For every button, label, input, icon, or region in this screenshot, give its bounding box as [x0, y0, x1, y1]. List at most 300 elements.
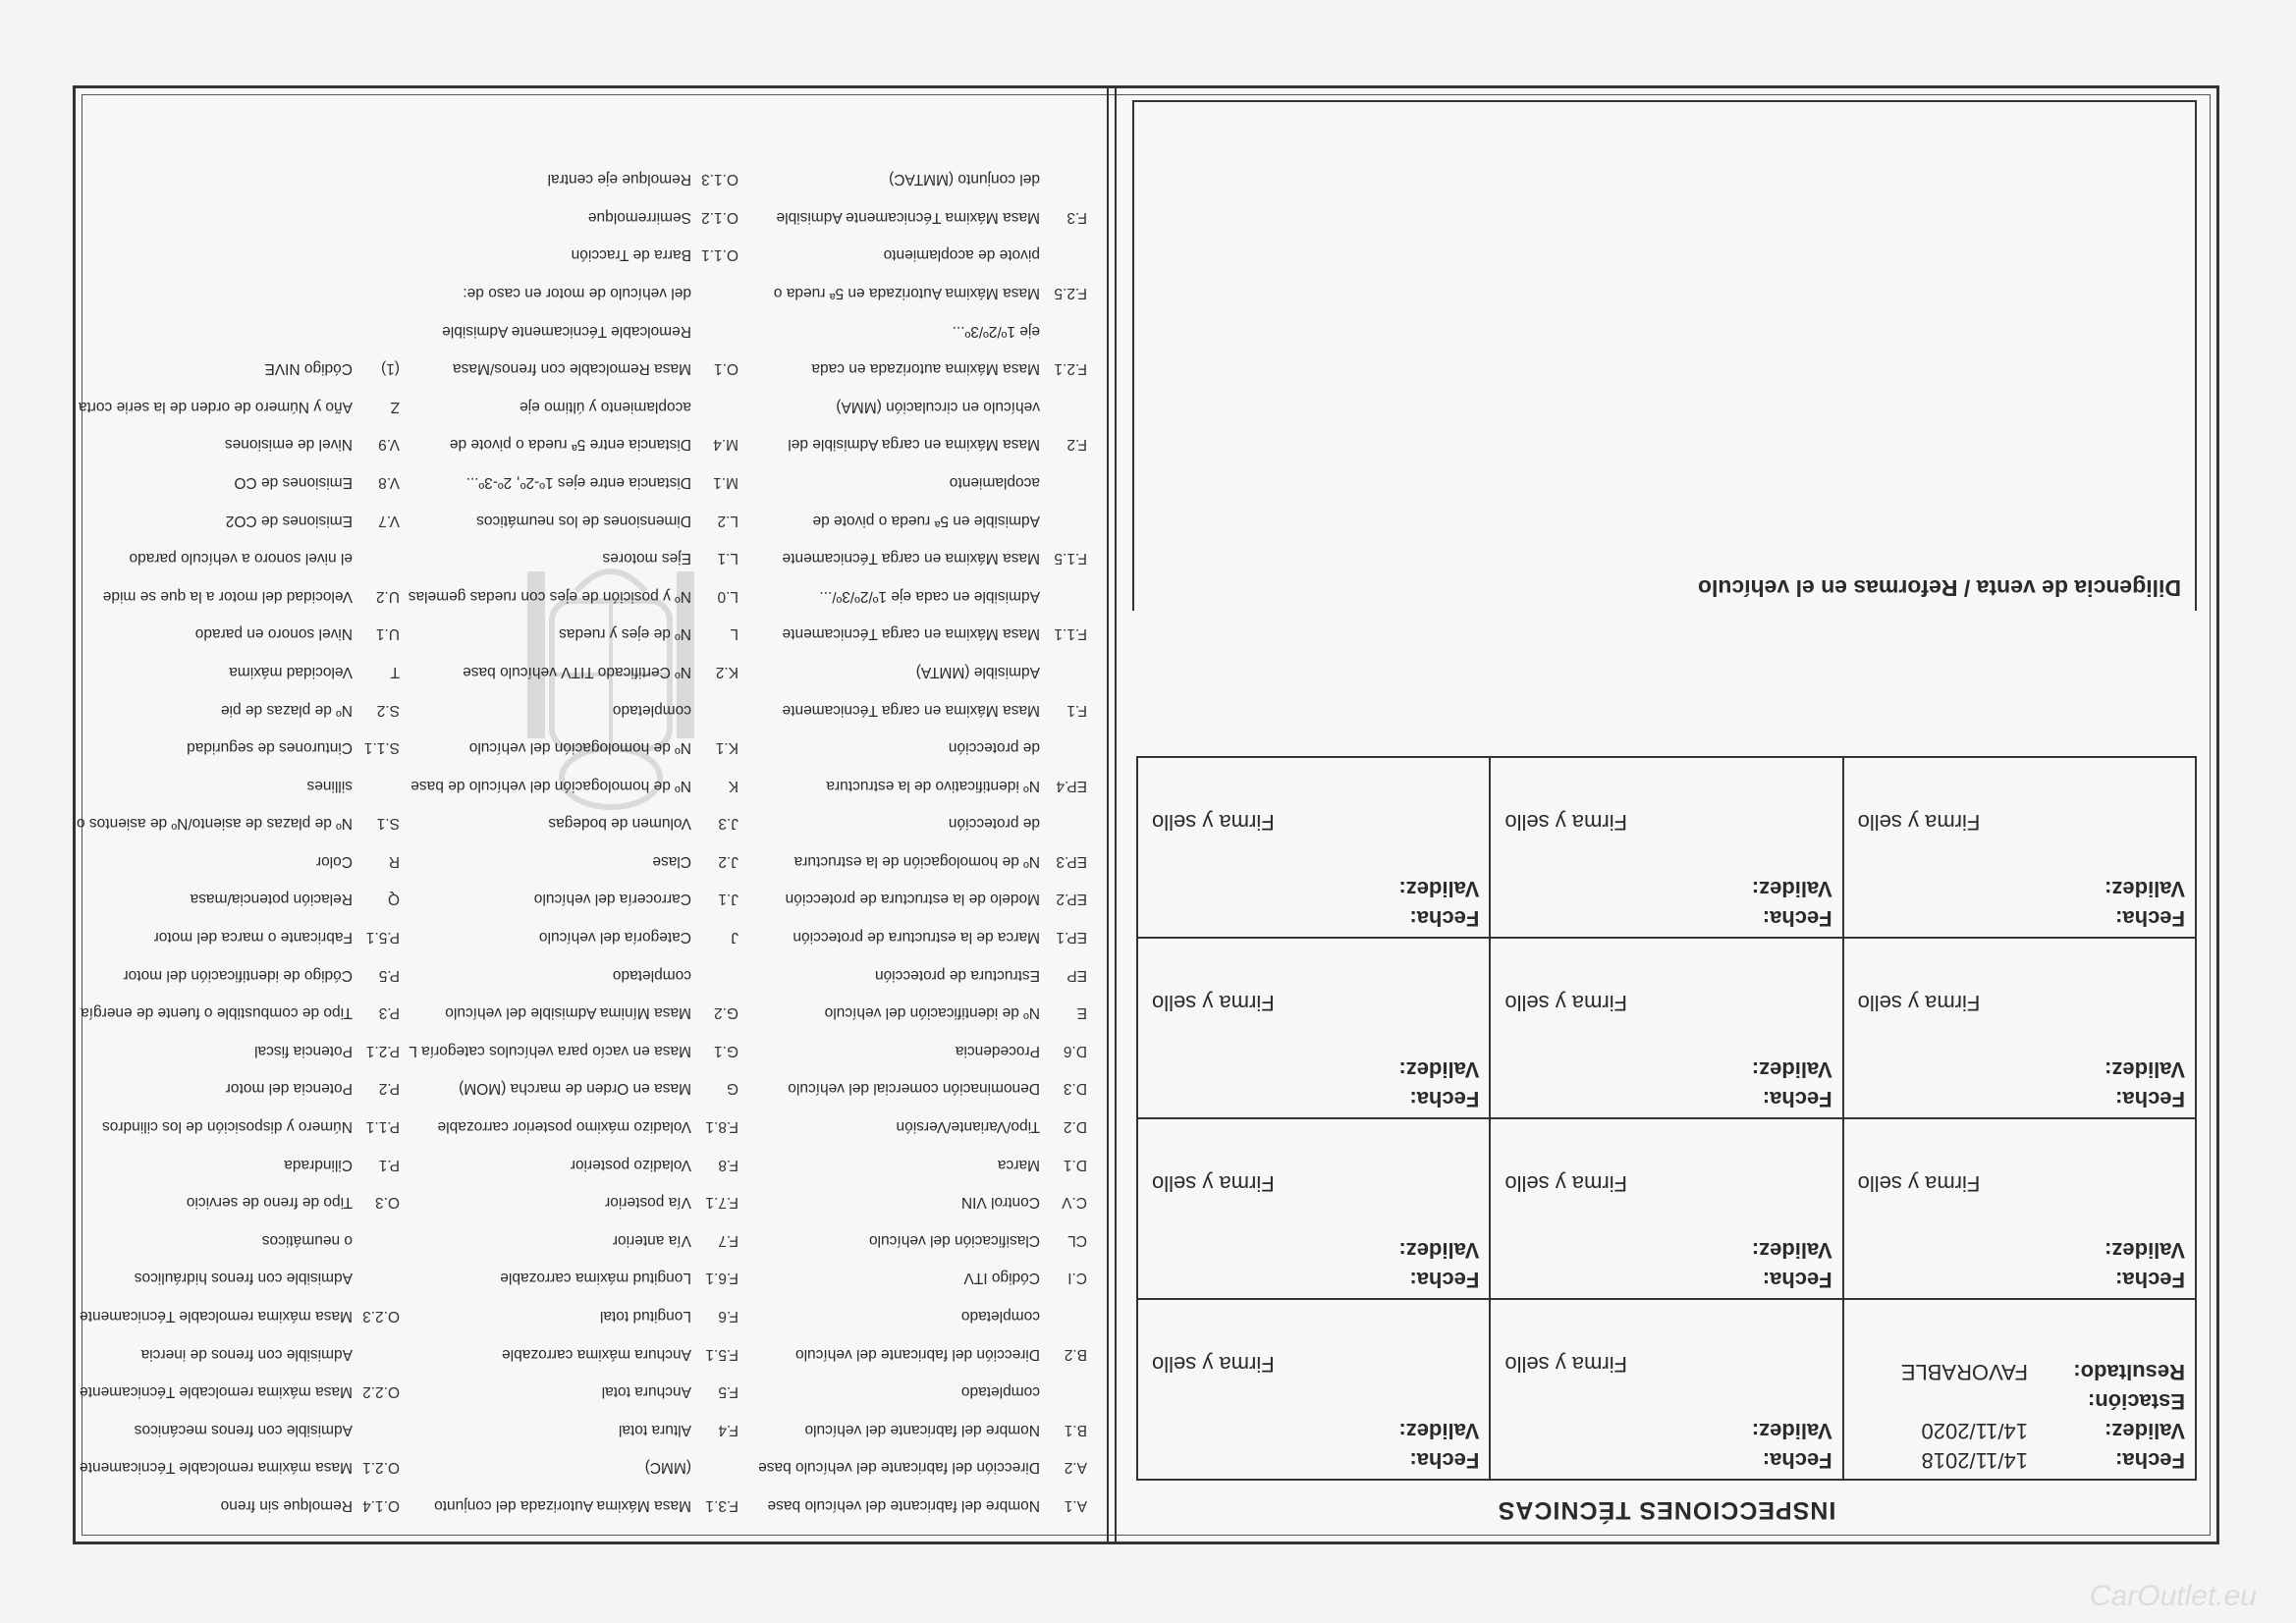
- field-row: [758, 804, 1087, 842]
- field-code: B.1: [1064, 1421, 1087, 1438]
- field-label: Nº de homologación del vehículo de base: [410, 777, 691, 794]
- field-row: [758, 273, 1087, 311]
- field-code: F.2: [1066, 436, 1087, 454]
- field-code: O.3: [375, 1194, 400, 1212]
- field-label: Masa en vacío para vehículos categoría L: [409, 1042, 691, 1059]
- field-label: Masa Máxima en carga Admisible del: [788, 436, 1040, 454]
- validez-label: Validez:: [1751, 1057, 1832, 1082]
- field-row: [758, 1486, 1087, 1524]
- field-code: K.2: [715, 663, 738, 680]
- field-label: o neumáticos: [261, 1231, 353, 1249]
- field-label: Masa Máxima Autorizada en 5ª rueda o: [773, 285, 1040, 301]
- field-row: [758, 994, 1087, 1032]
- firma-sello: Firma y sello: [1504, 1171, 1628, 1196]
- field-label: Nº de homologación del vehículo: [468, 739, 691, 757]
- field-code: F.8: [718, 1156, 738, 1173]
- field-code: O.1: [714, 360, 738, 378]
- field-label: Nº de identificación del vehículo: [824, 1004, 1040, 1022]
- inspections-table: [1136, 756, 2197, 1481]
- field-label: Masa Máxima en carga Técnicamente: [782, 701, 1040, 719]
- field-label: del vehículo de motor en caso de:: [463, 285, 691, 301]
- inspection-cell: [1490, 938, 1842, 1118]
- field-label: Masa Máxima Técnicamente Admisible: [776, 208, 1040, 226]
- field-code: P.5: [378, 966, 400, 984]
- field-code: V.7: [378, 512, 400, 529]
- field-label: Nº identificativo de la estructura: [826, 777, 1040, 794]
- field-code: O.2.1: [362, 1459, 400, 1477]
- field-label: Cilindrada: [284, 1156, 353, 1173]
- diligencia-box: [1132, 100, 2197, 611]
- fecha-label: Fecha:: [2115, 1268, 2185, 1292]
- field-row: [77, 350, 400, 388]
- field-label: Tipo de combustible o fuente de energía: [81, 1004, 353, 1022]
- field-label: Remolcable Técnicamente Admisible: [442, 322, 691, 340]
- inspection-cell: [1490, 757, 1842, 938]
- field-row: [77, 425, 400, 463]
- field-label: Número y disposición de los cilindros: [101, 1118, 353, 1136]
- field-label: Relación potencia/masa: [190, 891, 353, 908]
- field-row: [758, 350, 1087, 388]
- field-row: [77, 1031, 400, 1069]
- field-code: EP.1: [1056, 929, 1087, 947]
- estacion-label: Estación:: [2087, 1389, 2185, 1414]
- field-row: [758, 1069, 1087, 1108]
- field-code: G: [726, 1080, 738, 1098]
- field-row: [409, 311, 738, 350]
- field-code: F.6: [718, 1308, 738, 1325]
- field-row: [409, 425, 738, 463]
- field-label: Admisible en cada eje 1º/2º/3º/...: [819, 587, 1040, 605]
- field-code: A.1: [1064, 1497, 1087, 1514]
- field-row: [409, 1448, 738, 1487]
- field-label: Modelo de la estructura de protección: [785, 891, 1040, 908]
- field-row: [409, 501, 738, 539]
- field-row: [409, 350, 738, 388]
- field-row: [758, 1107, 1087, 1145]
- validez-label: Validez:: [2105, 1238, 2185, 1263]
- field-label: completado: [612, 966, 691, 984]
- fecha-value: 14/11/2018: [1921, 1448, 2028, 1473]
- field-label: Masa Máxima en carga Técnicamente: [782, 550, 1040, 568]
- field-label: Emisiones de CO: [234, 473, 353, 491]
- field-row: [77, 1183, 400, 1221]
- field-label: Altura total: [618, 1421, 691, 1438]
- field-row: [77, 918, 400, 956]
- field-row: [758, 576, 1087, 615]
- field-code: S.1.1: [363, 739, 400, 757]
- field-code: O.1.4: [362, 1497, 400, 1514]
- field-label: Admisible con frenos de inercia: [140, 1345, 353, 1363]
- inspection-row: [1137, 1118, 2196, 1299]
- fecha-label: Fecha:: [2115, 1087, 2185, 1111]
- field-row: [77, 615, 400, 653]
- field-code: F.1.5: [1054, 550, 1087, 568]
- field-row: [758, 841, 1087, 880]
- field-label: Masa máxima remolcable Técnicamente: [80, 1459, 353, 1477]
- field-label: Cinturones de seguridad: [187, 739, 353, 757]
- field-row: [77, 1259, 400, 1297]
- firma-sello: Firma y sello: [1152, 1171, 1275, 1196]
- field-row: [77, 1107, 400, 1145]
- field-label: Denominación comercial del vehículo: [788, 1080, 1040, 1098]
- field-row: [409, 690, 738, 729]
- field-code: E: [1076, 1004, 1087, 1022]
- watermark: CarOutlet.eu: [2089, 1580, 2257, 1612]
- field-code: O.1.1: [701, 246, 738, 264]
- field-code: EP.4: [1056, 777, 1087, 794]
- field-label: acoplamiento y último eje: [519, 398, 691, 415]
- inspection-cell: [1137, 1118, 1490, 1299]
- field-code: S.1: [376, 815, 400, 833]
- field-label: Año y Número de orden de la serie corta: [78, 398, 353, 415]
- field-label: Distancia entre 5ª rueda o pivote de: [449, 436, 691, 454]
- field-label: Remolque sin freno: [220, 1497, 353, 1514]
- field-row: [409, 1183, 738, 1221]
- field-code: F.8.1: [705, 1118, 738, 1136]
- field-code: EP.3: [1056, 852, 1087, 870]
- field-label: Tipo/Variante/Versión: [896, 1118, 1040, 1136]
- field-row: [409, 652, 738, 690]
- field-row: [409, 1334, 738, 1373]
- firma-sello: Firma y sello: [1857, 1171, 1981, 1196]
- field-code: CL: [1067, 1231, 1087, 1249]
- field-row: [409, 918, 738, 956]
- field-label: pivote de acoplamiento: [883, 246, 1040, 264]
- inspection-cell: [1137, 1299, 1490, 1480]
- field-row: [758, 652, 1087, 690]
- inspection-cell: [1490, 1299, 1842, 1480]
- field-row: [409, 1031, 738, 1069]
- field-row: [409, 1296, 738, 1334]
- resultado-label: Resultado:: [2073, 1360, 2185, 1384]
- field-row: [409, 1107, 738, 1145]
- inspection-cell: [1843, 1299, 2196, 1480]
- field-code: Z: [390, 398, 400, 415]
- field-row: [409, 1373, 738, 1411]
- field-row: [409, 197, 738, 236]
- field-row: [758, 955, 1087, 994]
- field-label: Código NIVE: [264, 360, 353, 378]
- field-label: Longitud total: [599, 1308, 691, 1325]
- field-row: [409, 160, 738, 198]
- fecha-label: Fecha:: [2115, 1448, 2185, 1473]
- field-row: [409, 1220, 738, 1259]
- document-frame: [73, 85, 2219, 1544]
- field-label: Dirección del fabricante del vehículo base: [758, 1459, 1040, 1477]
- field-row: [409, 955, 738, 994]
- validez-label: Validez:: [1398, 1057, 1480, 1082]
- field-code: P.3: [378, 1004, 400, 1022]
- field-row: [77, 501, 400, 539]
- field-row: [409, 539, 738, 577]
- field-code: F.3.1: [705, 1497, 738, 1514]
- firma-sello: Firma y sello: [1504, 810, 1628, 835]
- field-row: [409, 1145, 738, 1183]
- field-row: [77, 1145, 400, 1183]
- validez-value: 14/11/2020: [1921, 1419, 2028, 1443]
- validez-label: Validez:: [1751, 1238, 1832, 1263]
- field-code: L.2: [717, 512, 738, 529]
- field-code: S.2: [376, 701, 400, 719]
- field-row: [409, 994, 738, 1032]
- field-row: [409, 576, 738, 615]
- field-label: Procedencia: [955, 1042, 1040, 1059]
- field-label: Masa máxima remolcable Técnicamente: [80, 1308, 353, 1325]
- field-code: C.V: [1062, 1194, 1087, 1212]
- field-code: V.8: [378, 473, 400, 491]
- field-row: [409, 1410, 738, 1448]
- firma-sello: Firma y sello: [1857, 991, 1981, 1015]
- validez-label: Validez:: [1398, 1419, 1480, 1443]
- field-label: Admisible con frenos hidráulicos: [134, 1270, 353, 1287]
- field-label: Potencia fiscal: [254, 1042, 353, 1059]
- field-code: J: [731, 929, 738, 947]
- field-code: D.3: [1063, 1080, 1087, 1098]
- field-label: Voladizo máximo posterior carrozable: [437, 1118, 691, 1136]
- field-row: [77, 387, 400, 425]
- field-label: Vía anterior: [612, 1231, 691, 1249]
- field-code: U.1: [375, 625, 400, 643]
- field-row: [758, 1031, 1087, 1069]
- field-code: V.9: [378, 436, 400, 454]
- field-row: [77, 1486, 400, 1524]
- field-row: [77, 880, 400, 918]
- field-code: L.1: [717, 550, 738, 568]
- field-label: Volumen de bodegas: [548, 815, 691, 833]
- field-row: [758, 615, 1087, 653]
- field-label: Nº de ejes y ruedas: [559, 625, 691, 643]
- field-row: [77, 1334, 400, 1373]
- field-code: R: [388, 852, 400, 870]
- field-label: Distancia entre ejes 1º-2º, 2º-3º...: [465, 473, 691, 491]
- field-label: Anchura total: [601, 1383, 691, 1401]
- field-row: [758, 387, 1087, 425]
- diligencia-title: Diligencia de venta / Reformas en el vehículo: [1697, 575, 2181, 601]
- field-row: [758, 729, 1087, 767]
- firma-sello: Firma y sello: [1152, 1352, 1275, 1377]
- field-code: T: [390, 663, 400, 680]
- field-label: Clase: [652, 852, 691, 870]
- field-code: J.1: [718, 891, 738, 908]
- field-code: K: [728, 777, 738, 794]
- field-row: [758, 501, 1087, 539]
- field-label: Código ITV: [963, 1270, 1040, 1287]
- field-code: O.2.3: [362, 1308, 400, 1325]
- panel-divider: [1107, 88, 1117, 1542]
- field-label: Potencia del motor: [225, 1080, 353, 1098]
- inspection-cell: [1490, 1118, 1842, 1299]
- field-label: eje 1º/2º/3º...: [952, 322, 1040, 340]
- field-label: Masa Máxima autorizada en cada: [811, 360, 1040, 378]
- field-label: (MMC): [644, 1459, 691, 1477]
- field-row: [758, 425, 1087, 463]
- field-row: [409, 880, 738, 918]
- fecha-label: Fecha:: [1409, 906, 1480, 931]
- inspection-row: [1137, 757, 2196, 938]
- field-code: Q: [387, 891, 400, 908]
- field-row: [77, 955, 400, 994]
- field-code: G.1: [714, 1042, 738, 1059]
- field-code: L: [730, 625, 738, 643]
- field-label: vehículo en circulación (MMA): [836, 398, 1040, 415]
- field-label: Tipo de freno de servicio: [186, 1194, 353, 1212]
- fecha-label: Fecha:: [1409, 1448, 1480, 1473]
- field-code: M.4: [713, 436, 738, 454]
- validez-label: Validez:: [2105, 1419, 2185, 1443]
- field-label: Barra de Tracción: [571, 246, 691, 264]
- field-code: D.6: [1063, 1042, 1087, 1059]
- field-label: Admisible (MMTA): [915, 663, 1040, 680]
- field-code: A.2: [1064, 1459, 1087, 1477]
- inspection-cell: [1137, 938, 1490, 1118]
- field-label: Categoría del vehículo: [538, 929, 691, 947]
- field-row: [77, 804, 400, 842]
- field-label: Nivel sonoro en parado: [194, 625, 353, 643]
- field-code: F.1: [1066, 701, 1087, 719]
- field-row: [758, 1145, 1087, 1183]
- inspections-panel: [1136, 88, 2197, 1542]
- field-row: [758, 918, 1087, 956]
- field-row: [758, 1373, 1087, 1411]
- field-code: B.2: [1064, 1345, 1087, 1363]
- field-label: Remolque eje central: [547, 171, 691, 189]
- field-label: Estructura de protección: [874, 966, 1040, 984]
- field-row: [758, 1220, 1087, 1259]
- field-label: Masa en Orden de marcha (MOM): [459, 1080, 691, 1098]
- field-code: (1): [381, 360, 400, 378]
- field-label: sillines: [306, 777, 353, 794]
- field-row: [758, 311, 1087, 350]
- field-label: Fabricante o marca del motor: [153, 929, 353, 947]
- field-code: F.5.1: [705, 1345, 738, 1363]
- field-label: del conjunto (MMTAC): [889, 171, 1040, 189]
- field-label: Nº de plazas de pie: [220, 701, 353, 719]
- field-label: Nº y posición de ejes con ruedas gemelas: [408, 587, 691, 605]
- field-row: [409, 387, 738, 425]
- field-row: [77, 994, 400, 1032]
- field-label: Semirremolque: [587, 208, 691, 226]
- field-row: [758, 1259, 1087, 1297]
- field-label: Velocidad máxima: [229, 663, 353, 680]
- field-label: Color: [315, 852, 353, 870]
- firma-sello: Firma y sello: [1504, 991, 1628, 1015]
- validez-label: Validez:: [1398, 877, 1480, 901]
- field-row: [77, 690, 400, 729]
- field-code: K.1: [715, 739, 738, 757]
- field-code: C.I: [1067, 1270, 1087, 1287]
- validez-label: Validez:: [2105, 877, 2185, 901]
- field-code: U.2: [375, 587, 400, 605]
- fecha-label: Fecha:: [1762, 906, 1832, 931]
- field-row: [409, 1259, 738, 1297]
- resultado-value: FAVORABLE: [1900, 1360, 2028, 1384]
- field-row: [77, 1296, 400, 1334]
- field-row: [758, 880, 1087, 918]
- field-row: [758, 1448, 1087, 1487]
- field-label: Masa Máxima en carga Técnicamente: [782, 625, 1040, 643]
- fecha-label: Fecha:: [2115, 906, 2185, 931]
- inspections-title: INSPECCIONES TÉCNICAS: [1497, 1496, 1836, 1524]
- field-row: [758, 539, 1087, 577]
- field-label: de protección: [948, 815, 1040, 833]
- inspection-cell: [1137, 757, 1490, 938]
- fields-column-2: [409, 160, 738, 1524]
- field-row: [409, 841, 738, 880]
- field-row: [758, 766, 1087, 804]
- field-row: [77, 576, 400, 615]
- field-row: [758, 236, 1087, 274]
- field-label: Carrocería del vehículo: [533, 891, 691, 908]
- field-row: [409, 615, 738, 653]
- field-label: Dimensiones de los neumáticos: [476, 512, 691, 529]
- field-label: Dirección del fabricante del vehículo: [795, 1345, 1040, 1363]
- field-label: Masa Máxima Autorizada del conjunto: [434, 1497, 691, 1514]
- field-row: [77, 841, 400, 880]
- field-label: Nombre del fabricante del vehículo: [804, 1421, 1040, 1438]
- field-label: Clasificación del vehículo: [868, 1231, 1040, 1249]
- field-label: completado: [612, 701, 691, 719]
- field-label: Ejes motores: [602, 550, 691, 568]
- field-code: P.1: [378, 1156, 400, 1173]
- field-row: [758, 1410, 1087, 1448]
- field-code: EP.2: [1056, 891, 1087, 908]
- field-row: [758, 197, 1087, 236]
- fields-column-3: [77, 350, 400, 1524]
- field-code: D.1: [1063, 1156, 1087, 1173]
- field-row: [758, 1296, 1087, 1334]
- field-row: [758, 1183, 1087, 1221]
- field-label: el nivel sonoro a vehículo parado: [129, 550, 353, 568]
- field-code: O.1.3: [701, 171, 738, 189]
- fecha-label: Fecha:: [1762, 1268, 1832, 1292]
- field-row: [758, 160, 1087, 198]
- field-row: [409, 1486, 738, 1524]
- field-label: acoplamiento: [949, 473, 1040, 491]
- field-row: [77, 1373, 400, 1411]
- field-row: [409, 804, 738, 842]
- field-label: Masa Mínima Admisible del vehículo: [445, 1004, 691, 1022]
- field-row: [758, 690, 1087, 729]
- fecha-label: Fecha:: [1409, 1268, 1480, 1292]
- field-code: F.7.1: [705, 1194, 738, 1212]
- field-row: [409, 273, 738, 311]
- field-code: O.1.2: [701, 208, 738, 226]
- field-label: Emisiones de CO2: [225, 512, 353, 529]
- firma-sello: Firma y sello: [1152, 991, 1275, 1015]
- field-label: Longitud máxima carrozable: [500, 1270, 691, 1287]
- field-label: Masa máxima remolcable Técnicamente: [80, 1383, 353, 1401]
- field-code: F.2.1: [1054, 360, 1087, 378]
- field-label: Nº de plazas de asiento/Nº de asientos o: [76, 815, 353, 833]
- field-label: Admisible en 5ª rueda o pivote de: [812, 512, 1040, 529]
- field-label: Control VIN: [960, 1194, 1040, 1212]
- field-row: [77, 1069, 400, 1108]
- field-code: F.3: [1066, 208, 1087, 226]
- firma-sello: Firma y sello: [1152, 810, 1275, 835]
- field-code: F.5: [718, 1383, 738, 1401]
- field-row: [409, 462, 738, 501]
- field-row: [77, 729, 400, 767]
- field-code: EP: [1066, 966, 1087, 984]
- field-code: P.1.1: [365, 1118, 400, 1136]
- field-label: de protección: [948, 739, 1040, 757]
- field-row: [77, 1410, 400, 1448]
- inspection-cell: [1843, 1118, 2196, 1299]
- field-code: P.2: [378, 1080, 400, 1098]
- field-label: Marca: [997, 1156, 1040, 1173]
- inspection-cell: [1843, 757, 2196, 938]
- field-code: G.2: [714, 1004, 738, 1022]
